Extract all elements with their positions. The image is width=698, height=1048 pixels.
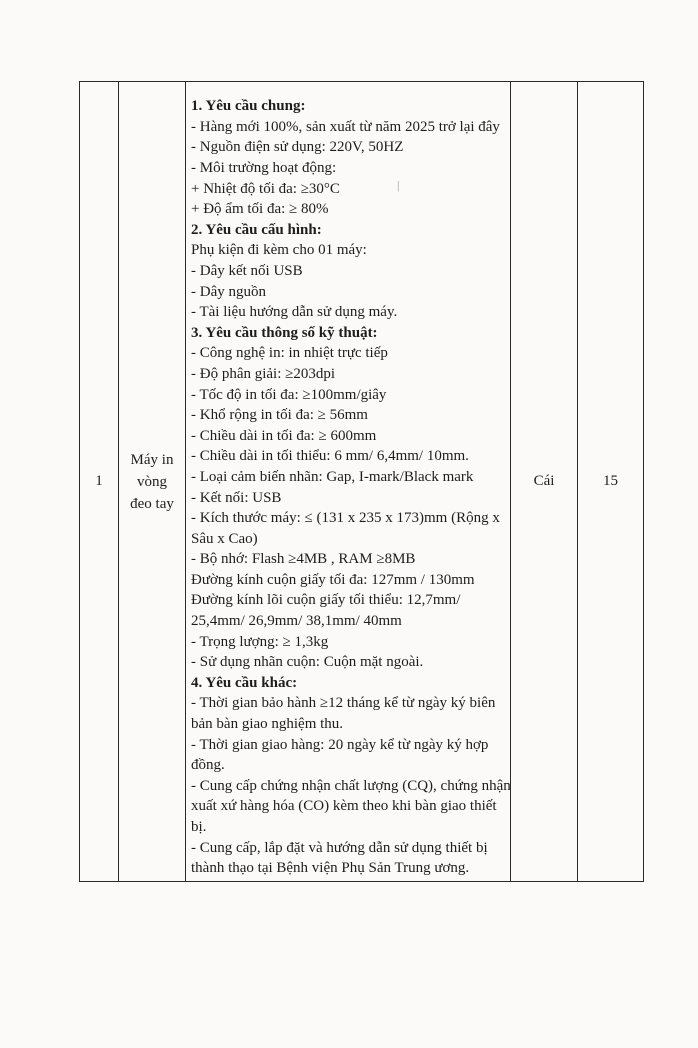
stray-tick-mark: | bbox=[397, 178, 400, 192]
requirement-line: Đường kính cuộn giấy tối đa: 127mm / 130mm bbox=[191, 571, 475, 588]
requirement-line: - Tốc độ in tối đa: ≥100mm/giây bbox=[191, 386, 387, 403]
requirement-line: xuất xứ hàng hóa (CO) kèm theo khi bàn giao thiết bbox=[191, 798, 497, 815]
requirement-line: - Nguồn điện sử dụng: 220V, 50HZ bbox=[191, 139, 404, 156]
section-heading: 3. Yêu cầu thông số kỹ thuật: bbox=[191, 324, 378, 341]
requirement-line: - Trọng lượng: ≥ 1,3kg bbox=[191, 633, 329, 650]
requirement-line: - Chiều dài in tối đa: ≥ 600mm bbox=[191, 427, 377, 444]
requirement-line: bản bàn giao nghiệm thu. bbox=[191, 716, 344, 733]
requirement-line: - Kết nối: USB bbox=[191, 489, 282, 506]
requirement-line: - Môi trường hoạt động: bbox=[191, 160, 337, 176]
equipment-spec-table bbox=[79, 81, 644, 882]
requirement-line: - Cung cấp chứng nhận chất lượng (CQ), chứng nhận bbox=[191, 777, 511, 794]
stt-cell: 1 bbox=[80, 82, 119, 882]
requirement-line: + Độ ẩm tối đa: ≥ 80% bbox=[191, 201, 329, 218]
requirement-line: - Hàng mới 100%, sản xuất từ năm 2025 trở lại đây bbox=[191, 118, 500, 135]
requirement-line: Phụ kiện đi kèm cho 01 máy: bbox=[191, 242, 367, 259]
unit-cell: Cái bbox=[511, 82, 578, 882]
requirement-line: - Loại cảm biến nhãn: Gap, I-mark/Black mark bbox=[191, 468, 474, 485]
requirement-line: thành thạo tại Bệnh viện Phụ Sản Trung ương. bbox=[191, 860, 470, 877]
requirement-line: - Sử dụng nhãn cuộn: Cuộn mặt ngoài. bbox=[191, 654, 424, 671]
table-row bbox=[80, 82, 644, 882]
requirement-line: - Chiều dài in tối thiểu: 6 mm/ 6,4mm/ 10mm. bbox=[191, 448, 469, 465]
requirement-line: Đường kính lõi cuộn giấy tối thiểu: 12,7mm/ bbox=[191, 592, 461, 609]
section-heading: 4. Yêu cầu khác: bbox=[191, 674, 298, 691]
item-name-line: Máy in bbox=[130, 451, 174, 468]
requirement-line: - Bộ nhớ: Flash ≥4MB , RAM ≥8MB bbox=[191, 551, 416, 568]
requirement-line: - Độ phân giải: ≥203dpi bbox=[191, 365, 336, 382]
requirement-line: - Tài liệu hướng dẫn sử dụng máy. bbox=[191, 304, 398, 321]
requirement-line: - Cung cấp, lắp đặt và hướng dẫn sử dụng thiết bị bbox=[191, 839, 488, 856]
requirement-line: bị. bbox=[191, 819, 207, 835]
item-name-cell bbox=[119, 82, 186, 882]
requirement-line: - Kích thước máy: ≤ (131 x 235 x 173)mm (Rộng x bbox=[191, 510, 500, 527]
requirement-line: + Nhiệt độ tối đa: ≥30°C bbox=[191, 180, 340, 197]
section-heading: 1. Yêu cầu chung: bbox=[191, 98, 306, 115]
requirement-line: - Dây nguồn bbox=[191, 283, 266, 300]
requirement-line: - Công nghệ in: in nhiệt trực tiếp bbox=[191, 345, 388, 362]
requirement-line: - Thời gian giao hàng: 20 ngày kể từ ngày ký hợp bbox=[191, 736, 489, 753]
requirement-line: 25,4mm/ 26,9mm/ 38,1mm/ 40mm bbox=[191, 613, 402, 630]
requirements-list bbox=[186, 84, 510, 879]
quantity-cell: 15 bbox=[578, 82, 644, 882]
item-name-line: vòng bbox=[137, 473, 167, 490]
section-heading: 2. Yêu cầu cấu hình: bbox=[191, 221, 322, 238]
requirement-line: đồng. bbox=[191, 757, 225, 774]
requirement-line: - Thời gian bảo hành ≥12 tháng kể từ ngày ký biên bbox=[191, 695, 496, 712]
requirement-line: - Khổ rộng in tối đa: ≥ 56mm bbox=[191, 407, 368, 424]
requirements-cell bbox=[186, 82, 511, 882]
requirement-line: Sâu x Cao) bbox=[191, 530, 258, 547]
requirement-line: - Dây kết nối USB bbox=[191, 262, 303, 279]
item-name-line: đeo tay bbox=[130, 495, 174, 512]
